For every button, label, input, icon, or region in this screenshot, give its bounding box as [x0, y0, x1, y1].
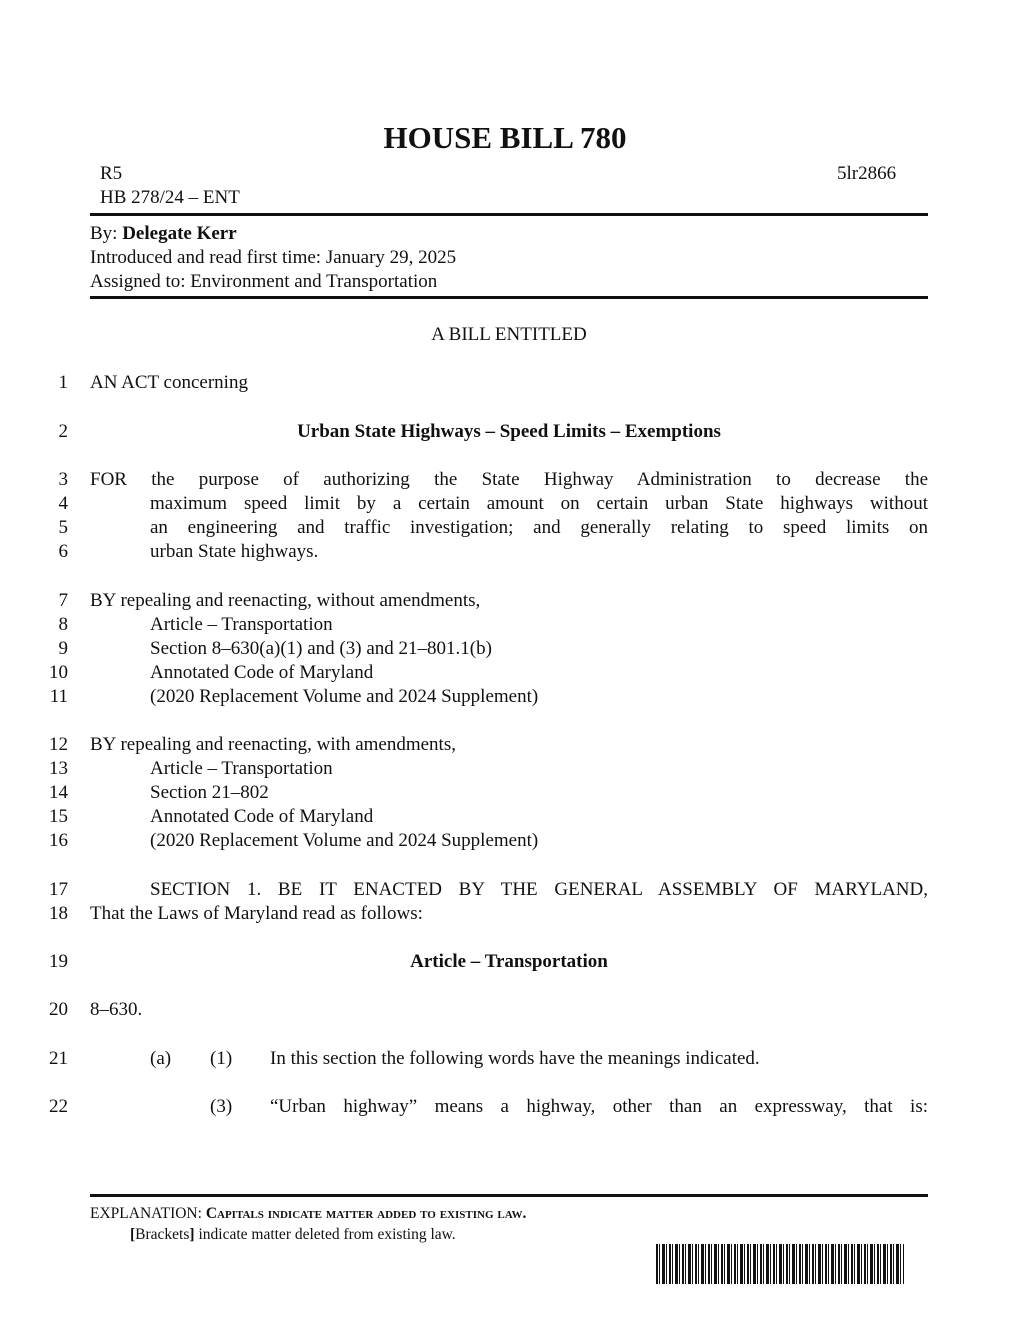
repeal-heading: BY repealing and reenacting, without amendments,: [90, 590, 481, 611]
article-ref: Article – Transportation: [150, 758, 333, 779]
draft-code: 5lr2866: [837, 163, 897, 184]
bill-title: HOUSE BILL 780: [383, 120, 627, 155]
assigned-line: Assigned to: Environment and Transportation: [90, 271, 438, 292]
volume-ref: (2020 Replacement Volume and 2024 Supplement): [150, 686, 539, 707]
header-rule-top: [90, 213, 928, 216]
line-number: 3: [58, 469, 68, 490]
paragraph-3: (3): [210, 1096, 233, 1117]
code-ref: Annotated Code of Maryland: [150, 662, 374, 683]
line-number: 14: [49, 782, 68, 803]
article-heading: Article – Transportation: [410, 951, 608, 972]
line-number: 4: [58, 493, 68, 514]
purpose-line: urban State highways.: [150, 541, 319, 562]
barcode-image: [656, 1244, 904, 1284]
line-number: 5: [58, 517, 68, 538]
volume-ref: (2020 Replacement Volume and 2024 Supplement): [150, 830, 539, 851]
header-rule-bottom: [90, 296, 928, 299]
by-label: By:: [90, 223, 118, 244]
line-number: 21: [49, 1048, 68, 1069]
sponsor-name: Delegate Kerr: [122, 223, 237, 244]
prior-bill: HB 278/24 – ENT: [100, 187, 240, 208]
article-ref: Article – Transportation: [150, 614, 333, 635]
bracket-word: Brackets: [135, 1226, 190, 1243]
explanation-label: EXPLANATION:: [90, 1205, 202, 1222]
line-number: 16: [49, 830, 68, 851]
definitions-intro: In this section the following words have the meanings indicated.: [270, 1048, 760, 1069]
line-number: 11: [49, 686, 68, 707]
introduced-line: Introduced and read first time: January 29, 2025: [90, 247, 457, 268]
line-number: 15: [49, 806, 68, 827]
line-number: 6: [58, 541, 68, 562]
enacting-clause-cont: That the Laws of Maryland read as follows:: [90, 903, 423, 924]
line-number: 12: [49, 734, 68, 755]
purpose-line: FOR the purpose of authorizing the State Highway Administration to decrease the: [90, 469, 928, 490]
bracket-open: [: [130, 1226, 136, 1243]
line-number: 7: [58, 590, 68, 611]
bracket-rest: indicate matter deleted from existing law.: [198, 1226, 456, 1243]
line-number: 2: [58, 421, 68, 442]
committee-code: R5: [100, 163, 123, 184]
line-number: 17: [49, 879, 68, 900]
subsection-a: (a): [150, 1048, 172, 1069]
repeal-heading: BY repealing and reenacting, with amendments,: [90, 734, 456, 755]
enacting-clause: SECTION 1. BE IT ENACTED BY THE GENERAL ASSEMBLY OF MARYLAND,: [150, 879, 928, 900]
footer-rule: [90, 1194, 928, 1197]
explanation-capitals: Capitals indicate matter added to existing law.: [205, 1205, 527, 1222]
bill-subject: Urban State Highways – Speed Limits – Exemptions: [297, 421, 721, 442]
sponsor-line: [90, 222, 237, 246]
line-number: 1: [58, 372, 68, 393]
section-ref: Section 21–802: [150, 782, 269, 803]
purpose-line: an engineering and traffic investigation; and generally relating to speed limits on: [150, 517, 928, 538]
line-number: 10: [49, 662, 68, 683]
paragraph-1: (1): [210, 1048, 233, 1069]
line-number: 18: [49, 903, 68, 924]
purpose-line: maximum speed limit by a certain amount on certain urban State highways without: [150, 493, 928, 514]
explanation-line: [90, 1204, 526, 1224]
section-ref: Section 8–630(a)(1) and (3) and 21–801.1(b): [150, 638, 492, 659]
section-number: 8–630.: [90, 999, 143, 1020]
line-number: 9: [58, 638, 68, 659]
line-number: 13: [49, 758, 68, 779]
line-number: 8: [58, 614, 68, 635]
line-number: 19: [49, 951, 68, 972]
code-ref: Annotated Code of Maryland: [150, 806, 374, 827]
act-concerning: AN ACT concerning: [90, 372, 248, 393]
line-number: 20: [49, 999, 68, 1020]
brackets-line: [130, 1225, 456, 1245]
urban-highway-definition: “Urban highway” means a highway, other than an expressway, that is:: [270, 1096, 928, 1117]
bill-entitled: A BILL ENTITLED: [431, 324, 587, 345]
line-number: 22: [49, 1096, 68, 1117]
bracket-close: ]: [189, 1226, 195, 1243]
